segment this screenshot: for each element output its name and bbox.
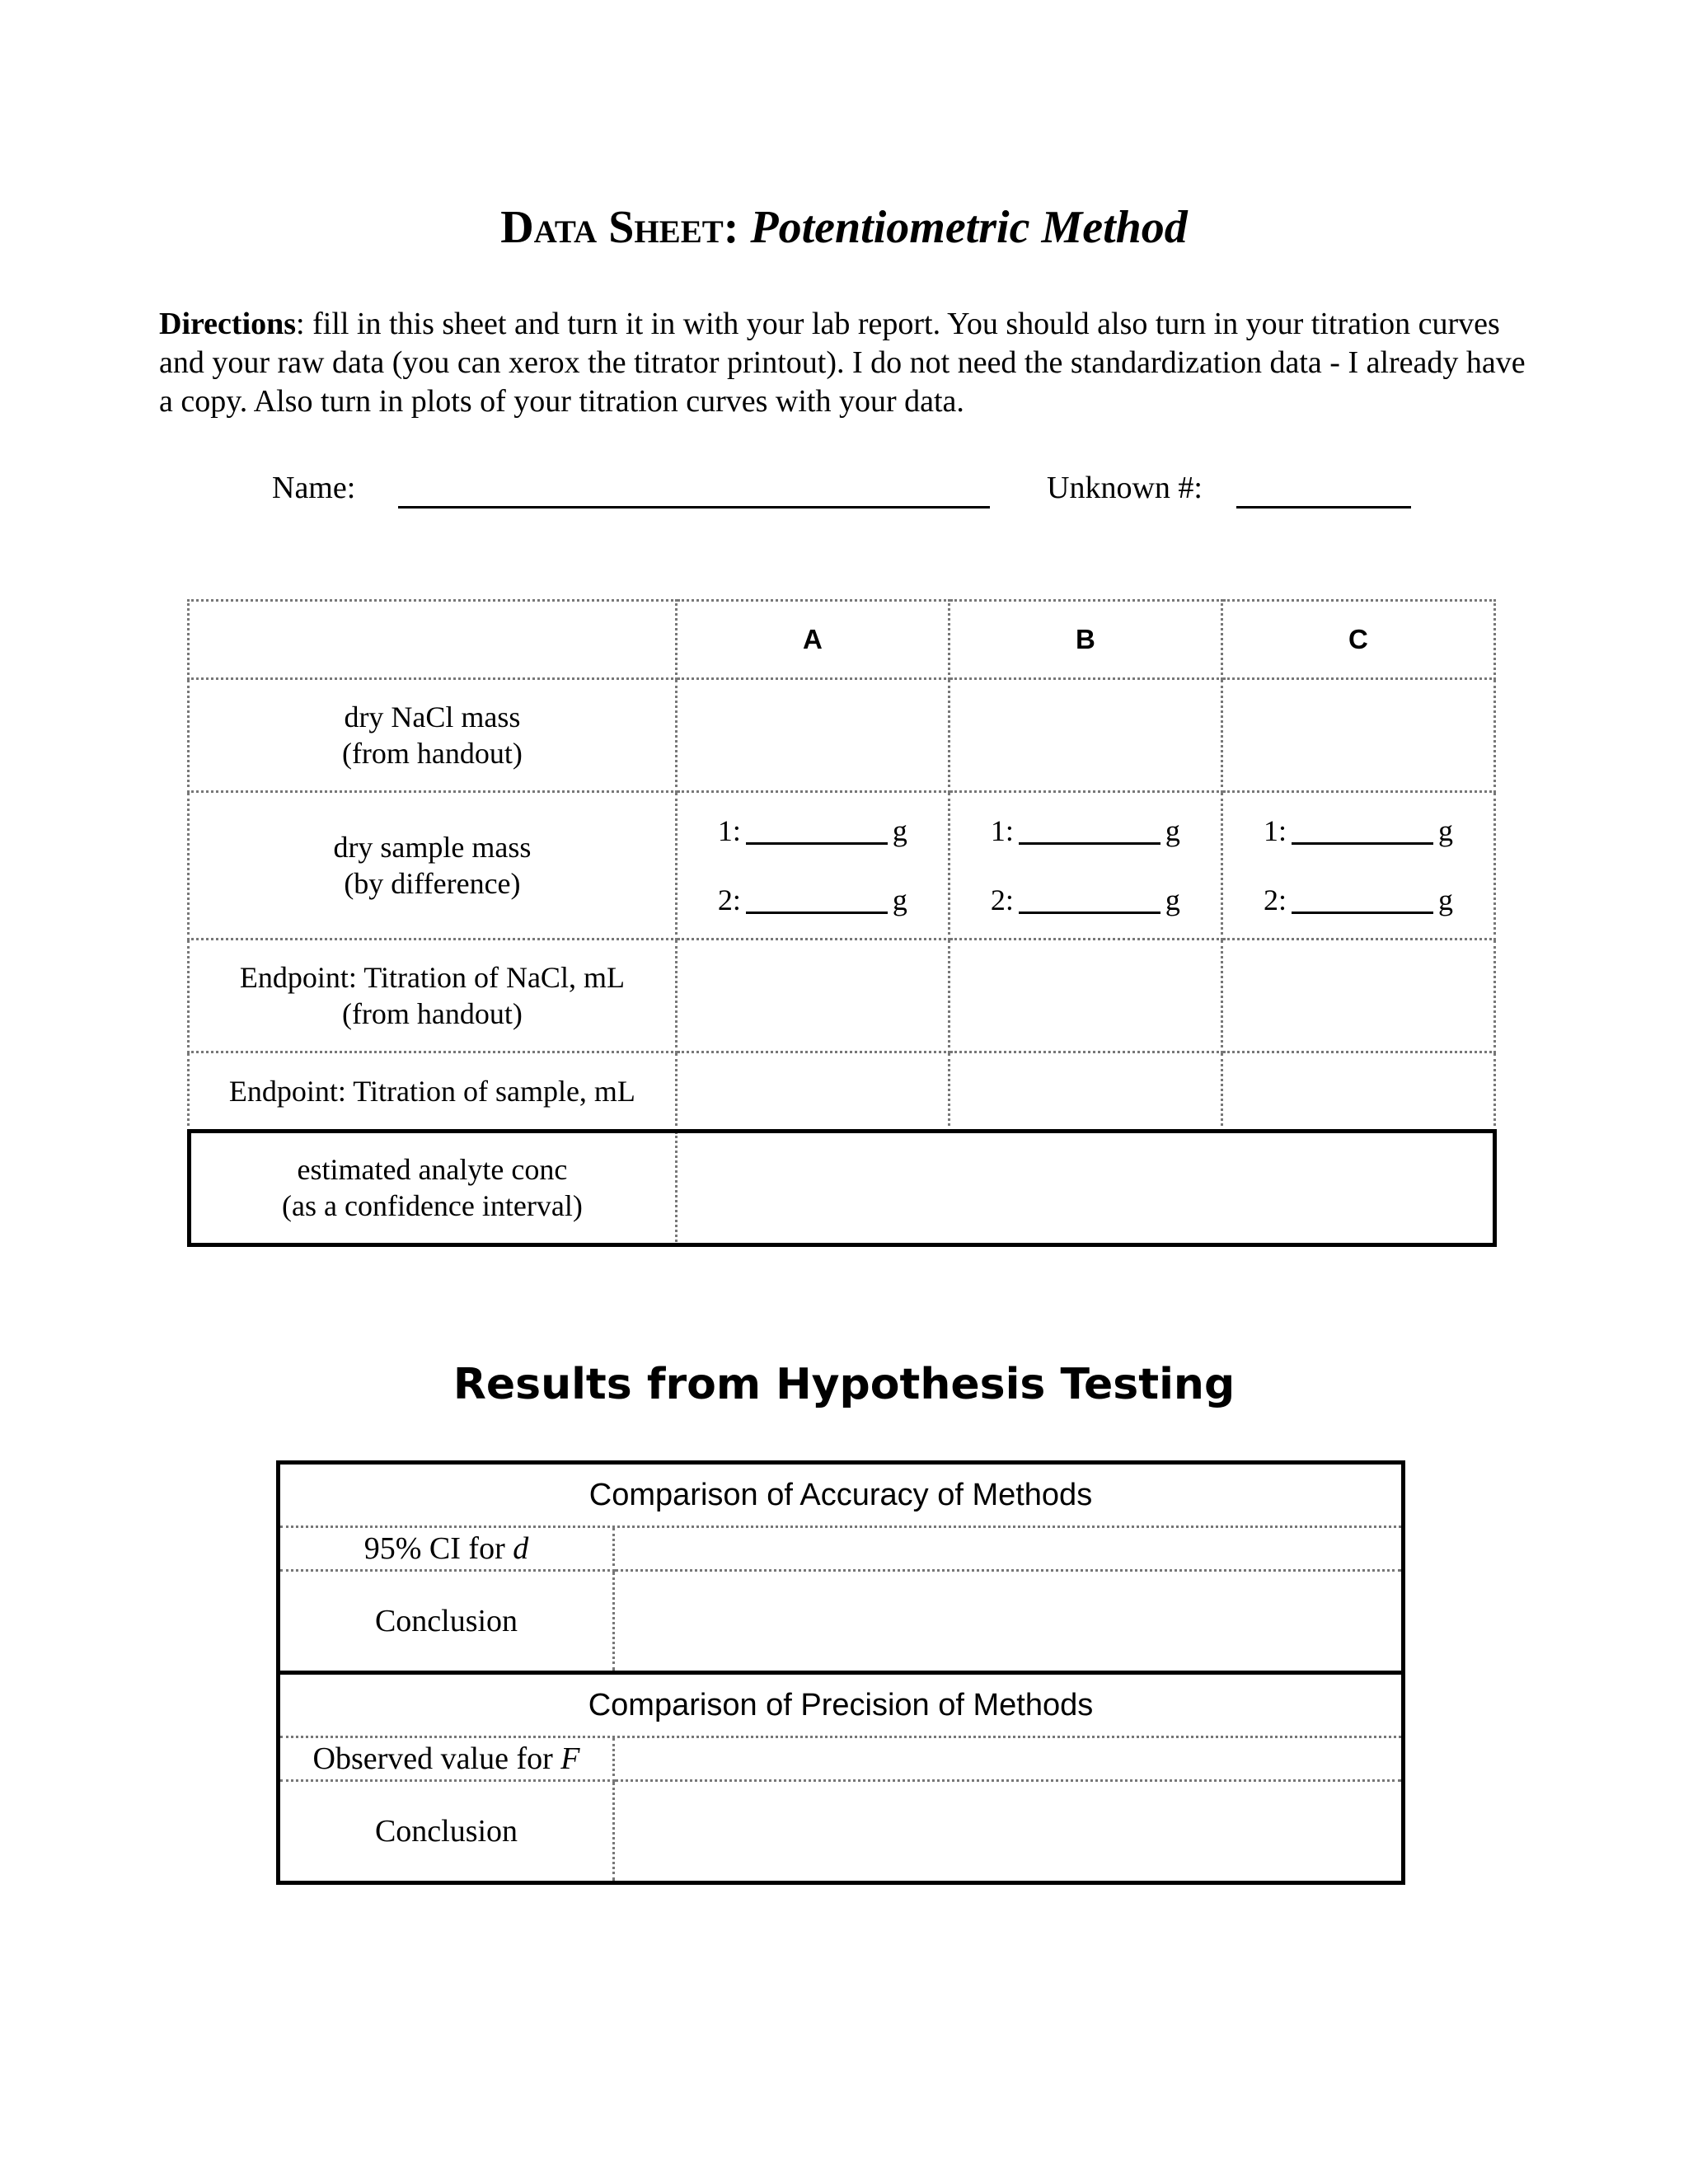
page-title: Data Sheet: Potentiometric Method (500, 202, 1188, 253)
cell-nacl-mass-a[interactable] (676, 679, 949, 792)
table-row (279, 1527, 1404, 1571)
cell-sample-mass-c[interactable]: 1: g 2: g (1221, 792, 1494, 940)
f-value-label: Observed value for F (279, 1737, 614, 1781)
header-blank-cell (189, 601, 677, 679)
accuracy-conclusion-cell[interactable] (614, 1571, 1404, 1673)
row-label-sample-mass: dry sample mass (by difference) (189, 792, 677, 940)
column-a-header: A (676, 601, 949, 679)
column-c-header: C (1221, 601, 1494, 679)
cell-endpoint-sample-b[interactable] (949, 1052, 1221, 1131)
precision-caption-row (279, 1673, 1404, 1737)
cell-endpoint-sample-a[interactable] (676, 1052, 949, 1131)
table-row (189, 1052, 1495, 1131)
ci-value-cell[interactable] (614, 1527, 1404, 1571)
unknown-label: Unknown #: (1047, 471, 1203, 505)
row-label-nacl-mass: dry NaCl mass (from handout) (189, 679, 677, 792)
accuracy-caption-row (279, 1463, 1404, 1527)
name-field[interactable] (398, 506, 990, 509)
unknown-number-field[interactable] (1236, 506, 1411, 509)
cell-endpoint-nacl-c[interactable] (1221, 940, 1494, 1052)
cell-nacl-mass-b[interactable] (949, 679, 1221, 792)
cell-sample-mass-b[interactable]: 1: g 2: g (949, 792, 1221, 940)
hypothesis-table (276, 1460, 1405, 1885)
cell-endpoint-nacl-a[interactable] (676, 940, 949, 1052)
mass-blank[interactable] (1292, 818, 1433, 845)
table-row (279, 1737, 1404, 1781)
ci-label: 95% CI for d (279, 1527, 614, 1571)
name-row (0, 470, 1688, 519)
mass-blank[interactable] (746, 887, 888, 914)
data-table (187, 599, 1496, 1246)
cell-analyte-conc[interactable] (676, 1131, 1494, 1245)
table-row (279, 1571, 1404, 1673)
f-value-cell[interactable] (614, 1737, 1404, 1781)
precision-conclusion-cell[interactable] (614, 1781, 1404, 1883)
cell-endpoint-sample-c[interactable] (1221, 1052, 1494, 1131)
hypothesis-heading: Results from Hypothesis Testing (452, 1360, 1236, 1409)
accuracy-conclusion-label: Conclusion (279, 1571, 614, 1673)
mass-blank[interactable] (746, 818, 888, 845)
row-label-endpoint-sample: Endpoint: Titration of sample, mL (189, 1052, 677, 1131)
table-row (189, 792, 1495, 940)
cell-nacl-mass-c[interactable] (1221, 679, 1494, 792)
precision-caption: Comparison of Precision of Methods (279, 1673, 1404, 1737)
cell-sample-mass-a[interactable]: 1: g 2: g (676, 792, 949, 940)
directions-paragraph: Directions: fill in this sheet and turn it in with your lab report. You should also turn in your titration curves and your raw data (you can xerox the titrator printout). I do not need the standardization data - I already have a copy. Also turn in plots of your titration curves with your data. (159, 307, 1526, 419)
table-row (189, 940, 1495, 1052)
cell-endpoint-nacl-b[interactable] (949, 940, 1221, 1052)
row-label-endpoint-nacl: Endpoint: Titration of NaCl, mL (from handout) (189, 940, 677, 1052)
name-label: Name: (272, 471, 356, 505)
column-b-header: B (949, 601, 1221, 679)
mass-blank[interactable] (1019, 887, 1160, 914)
table-header-row (189, 601, 1495, 679)
accuracy-caption: Comparison of Accuracy of Methods (279, 1463, 1404, 1527)
precision-conclusion-label: Conclusion (279, 1781, 614, 1883)
table-row (189, 679, 1495, 792)
table-row (189, 1131, 1495, 1245)
table-row (279, 1781, 1404, 1883)
row-label-analyte-conc: estimated analyte conc (as a confidence interval) (189, 1131, 677, 1245)
mass-blank[interactable] (1292, 887, 1433, 914)
mass-blank[interactable] (1019, 818, 1160, 845)
